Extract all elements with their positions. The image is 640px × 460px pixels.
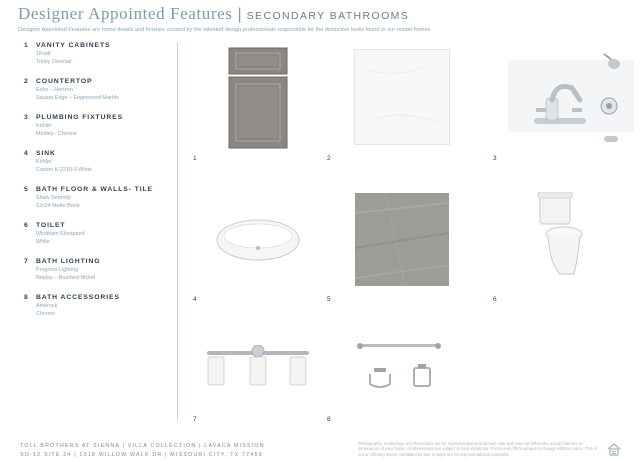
feature-detail: Windham Elongated — [36, 231, 85, 237]
title-separator: | — [237, 6, 242, 23]
feature-item-bath-floor-walls-tile — [24, 186, 174, 210]
feature-number: 5 — [24, 186, 29, 193]
feature-detail: Medley– Chrome — [36, 130, 78, 137]
page-title: Designer Appointed Features — [18, 4, 233, 23]
feature-title: PLUMBING FIXTURES — [36, 114, 124, 121]
feature-detail: Echo – Horizon — [36, 87, 73, 93]
feature-detail: 12x24 Matte Bone — [36, 202, 80, 209]
tile-image — [355, 193, 449, 286]
disclaimer-text: Photography, renderings, and floor plans are for representational purposes only and may not reflect the actual features or dimensions of your home. All dimensions are subject to field variations. Prices and offers subject to change without notice. This is not an offering where prohibited by law. Images are for representational purposes. — [358, 441, 597, 457]
feature-detail: Progress Lighting — [36, 267, 78, 273]
feature-number: 6 — [24, 222, 29, 229]
feature-number: 7 — [24, 258, 29, 265]
image-number: 3 — [493, 155, 497, 162]
feature-detail: Kohler — [36, 159, 52, 165]
feature-detail: Shaw Serenity — [36, 195, 71, 201]
feature-title: VANITY CABINETS — [36, 42, 111, 49]
feature-item-vanity-cabinets — [24, 42, 174, 66]
feature-title: COUNTERTOP — [36, 78, 93, 85]
feature-item-sink — [24, 150, 174, 174]
feature-detail: Trinity Dovetail — [36, 58, 72, 65]
page-subtitle: Designer Appointed Features are home details and finishes curated by the talented design professionals responsible for the distinctive looks found in our model homes. — [18, 27, 432, 33]
feature-detail: Caxton K-2210-0 White — [36, 166, 93, 173]
feature-title: TOILET — [36, 222, 66, 229]
sink-image — [215, 218, 301, 262]
feature-detail: Chrome — [36, 310, 56, 317]
footer-address-line: SO-12 SITE 24 | 1318 WILLOW WALK DR | MISSOURI CITY, TX 77459 — [20, 452, 263, 458]
equal-housing-opportunity-icon — [607, 443, 621, 456]
feature-title: BATH FLOOR & WALLS- TILE — [36, 186, 153, 193]
plumbing-fixtures-image — [508, 40, 634, 156]
feature-title: SINK — [36, 150, 56, 157]
feature-detail: 1Kraft — [36, 51, 51, 57]
image-number: 8 — [327, 416, 331, 423]
toilet-image — [536, 192, 584, 276]
feature-detail: Replay – Brushed Nickel — [36, 274, 96, 281]
footer-community-line: TOLL BROTHERS AT SIENNA | VILLA COLLECTION | LAVACA MISSION — [20, 443, 265, 449]
feature-number: 1 — [24, 42, 29, 49]
image-number: 1 — [193, 155, 197, 162]
feature-item-plumbing-fixtures — [24, 114, 174, 138]
image-number: 6 — [493, 296, 497, 303]
bath-lighting-image — [205, 345, 311, 387]
image-number: 2 — [327, 155, 331, 162]
feature-item-toilet — [24, 222, 174, 246]
image-number: 4 — [193, 296, 197, 303]
feature-detail: White — [36, 238, 50, 245]
feature-detail: Square Edge – Engineered Marble — [36, 94, 120, 101]
feature-title: BATH ACCESSORIES — [36, 294, 120, 301]
feature-number: 2 — [24, 78, 29, 85]
feature-item-bath-accessories — [24, 294, 174, 318]
community-footer — [20, 442, 265, 460]
image-number: 5 — [327, 296, 331, 303]
feature-number: 4 — [24, 150, 29, 157]
countertop-image — [354, 49, 450, 145]
feature-item-bath-lighting — [24, 258, 174, 282]
bath-accessories-image — [354, 332, 444, 390]
column-divider — [177, 42, 178, 420]
title-row — [18, 4, 628, 24]
feature-item-countertop — [24, 78, 174, 102]
feature-number: 8 — [24, 294, 29, 301]
feature-detail: Kohler — [36, 123, 52, 129]
page-header — [18, 4, 628, 33]
feature-title: BATH LIGHTING — [36, 258, 101, 265]
feature-detail: Amerock — [36, 303, 58, 309]
feature-number: 3 — [24, 114, 29, 121]
image-number: 7 — [193, 416, 197, 423]
vanity-cabinet-image — [228, 47, 288, 149]
section-title: SECONDARY BATHROOMS — [246, 10, 410, 22]
